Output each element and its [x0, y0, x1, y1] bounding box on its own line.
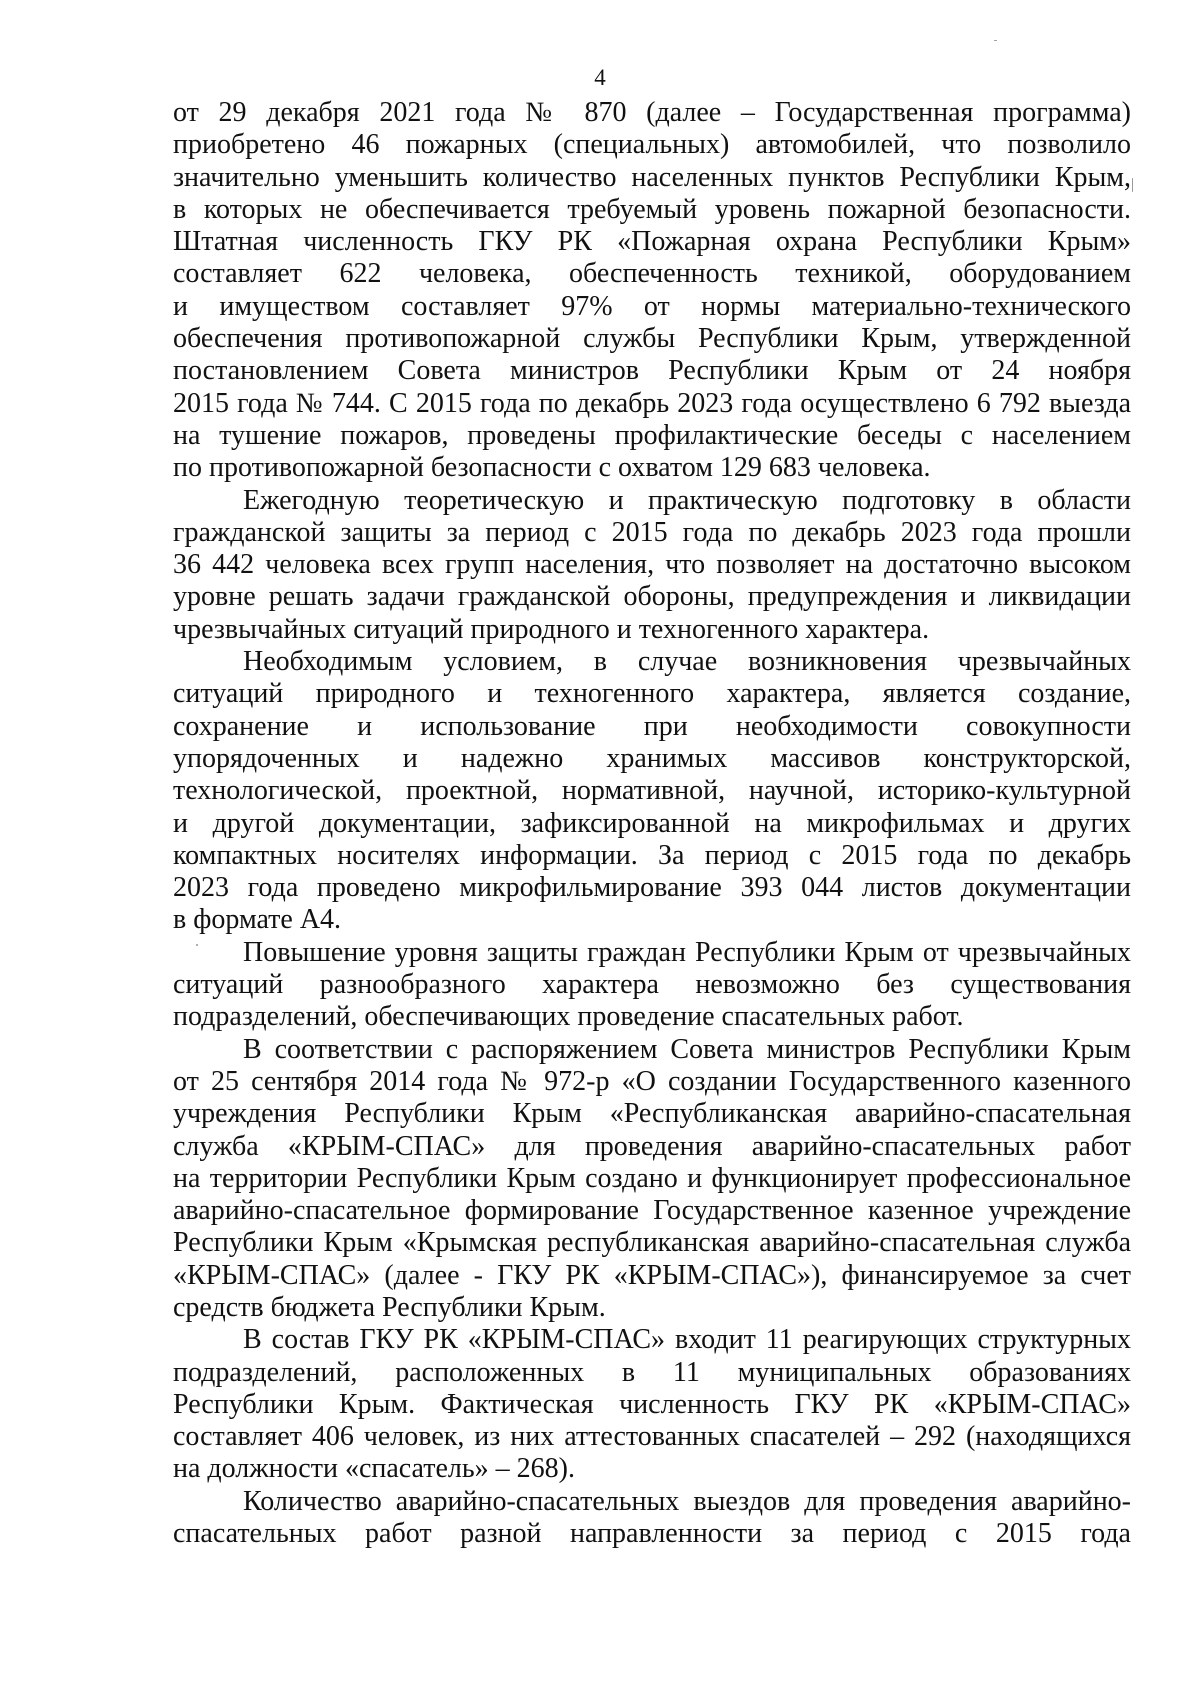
text-line: Штатная численность ГКУ РК «Пожарная охрана Республики Крым» — [173, 226, 1131, 258]
text-line: обеспечения противопожарной службы Республики Крым, утвержденной — [173, 323, 1131, 355]
text-line: подразделений, обеспечивающих проведение спасательных работ. — [173, 1001, 964, 1033]
text-line: спасательных работ разной направленности за период с 2015 года — [173, 1518, 1131, 1550]
text-line: Повышение уровня защиты граждан Республики Крым от чрезвычайных — [243, 936, 1131, 968]
text-line: составляет 406 человек, из них аттестованных спасателей – 292 (находящихся — [173, 1421, 1131, 1453]
text-line: составляет 622 человека, обеспеченность техникой, оборудованием — [173, 258, 1131, 290]
paragraph-krym-spas-creation — [173, 1034, 1131, 1325]
scan-speck — [994, 40, 997, 41]
text-line: учреждения Республики Крым «Республиканская аварийно-спасательная — [173, 1098, 1131, 1130]
text-line: уровне решать задачи гражданской обороны, предупреждения и ликвидации — [173, 581, 1131, 613]
text-line: в формате А4. — [173, 904, 342, 936]
text-line: на тушение пожаров, проведены профилактические беседы с населением — [173, 419, 1131, 451]
text-line: чрезвычайных ситуаций природного и техногенного характера. — [173, 613, 930, 645]
text-line: по противопожарной безопасности с охватом 129 683 человека. — [173, 452, 931, 484]
paragraph-rescue-callouts — [173, 1486, 1131, 1551]
text-line: Республики Крым. Фактическая численность ГКУ РК «КРЫМ-СПАС» — [173, 1388, 1131, 1420]
text-line: Ежегодную теоретическую и практическую подготовку в области — [243, 484, 1131, 516]
paragraph-rescue-units — [173, 937, 1131, 1034]
text-line: В состав ГКУ РК «КРЫМ-СПАС» входит 11 реагирующих структурных — [243, 1324, 1131, 1356]
text-line: гражданской защиты за период с 2015 года по декабрь 2023 года прошли — [173, 516, 1131, 548]
text-line: в которых не обеспечивается требуемый уровень пожарной безопасности. — [173, 193, 1131, 225]
text-line: и имуществом составляет 97% от нормы материально-технического — [173, 290, 1131, 322]
text-line: Необходимым условием, в случае возникновения чрезвычайных — [243, 646, 1131, 678]
text-line: на должности «спасатель» – 268). — [173, 1453, 575, 1485]
text-line: 2023 года проведено микрофильмирование 393 044 листов документации — [173, 872, 1131, 904]
scan-speck — [196, 944, 198, 946]
text-line: Количество аварийно-спасательных выездов для проведения аварийно- — [243, 1485, 1131, 1517]
text-line: ситуаций разнообразного характера невозможно без существования — [173, 969, 1131, 1001]
text-line: и другой документации, зафиксированной на микрофильмах и других — [173, 807, 1131, 839]
paragraph-krym-spas-structure — [173, 1324, 1131, 1485]
text-line: компактных носителях информации. За период с 2015 года по декабрь — [173, 839, 1131, 871]
text-line: В соответствии с распоряжением Совета министров Республики Крым — [243, 1033, 1131, 1065]
text-line: 2015 года № 744. С 2015 года по декабрь 2023 года осуществлено 6 792 выезда — [173, 387, 1131, 419]
text-line: 36 442 человека всех групп населения, что позволяет на достаточно высоком — [173, 549, 1131, 581]
text-line: ситуаций природного и техногенного характера, является создание, — [173, 678, 1131, 710]
text-line: значительно уменьшить количество населенных пунктов Республики Крым, — [173, 161, 1131, 193]
text-line: аварийно-спасательное формирование Государственное казенное учреждение — [173, 1195, 1131, 1227]
text-line: служба «КРЫМ-СПАС» для проведения аварийно-спасательных работ — [173, 1130, 1131, 1162]
text-line: Республики Крым «Крымская республиканская аварийно-спасательная служба — [173, 1227, 1131, 1259]
text-line: от 29 декабря 2021 года № 870 (далее – Государственная программа) — [173, 97, 1131, 128]
text-line: подразделений, расположенных в 11 муниципальных образованиях — [173, 1356, 1131, 1388]
page-number: 4 — [594, 65, 606, 90]
text-line: технологической, проектной, нормативной, научной, историко-культурной — [173, 775, 1131, 807]
text-line: сохранение и использование при необходимости совокупности — [173, 710, 1131, 742]
text-line: средств бюджета Республики Крым. — [173, 1291, 606, 1323]
paragraph-fire-service — [173, 97, 1131, 485]
text-line: приобретено 46 пожарных (специальных) автомобилей, что позволило — [173, 129, 1131, 161]
paragraph-microfilming — [173, 646, 1131, 937]
scan-speck — [1132, 178, 1133, 192]
text-line: от 25 сентября 2014 года № 972-р «О создании Государственного казенного — [173, 1065, 1131, 1097]
text-line: на территории Республики Крым создано и функционирует профессиональное — [173, 1162, 1131, 1194]
text-line: «КРЫМ-СПАС» (далее - ГКУ РК «КРЫМ-СПАС»), финансируемое за счет — [173, 1259, 1131, 1291]
paragraph-civil-defense-training — [173, 485, 1131, 646]
document-body — [173, 97, 1131, 1550]
text-line: упорядоченных и надежно хранимых массивов конструкторской, — [173, 742, 1131, 774]
text-line: постановлением Совета министров Республики Крым от 24 ноября — [173, 355, 1131, 387]
